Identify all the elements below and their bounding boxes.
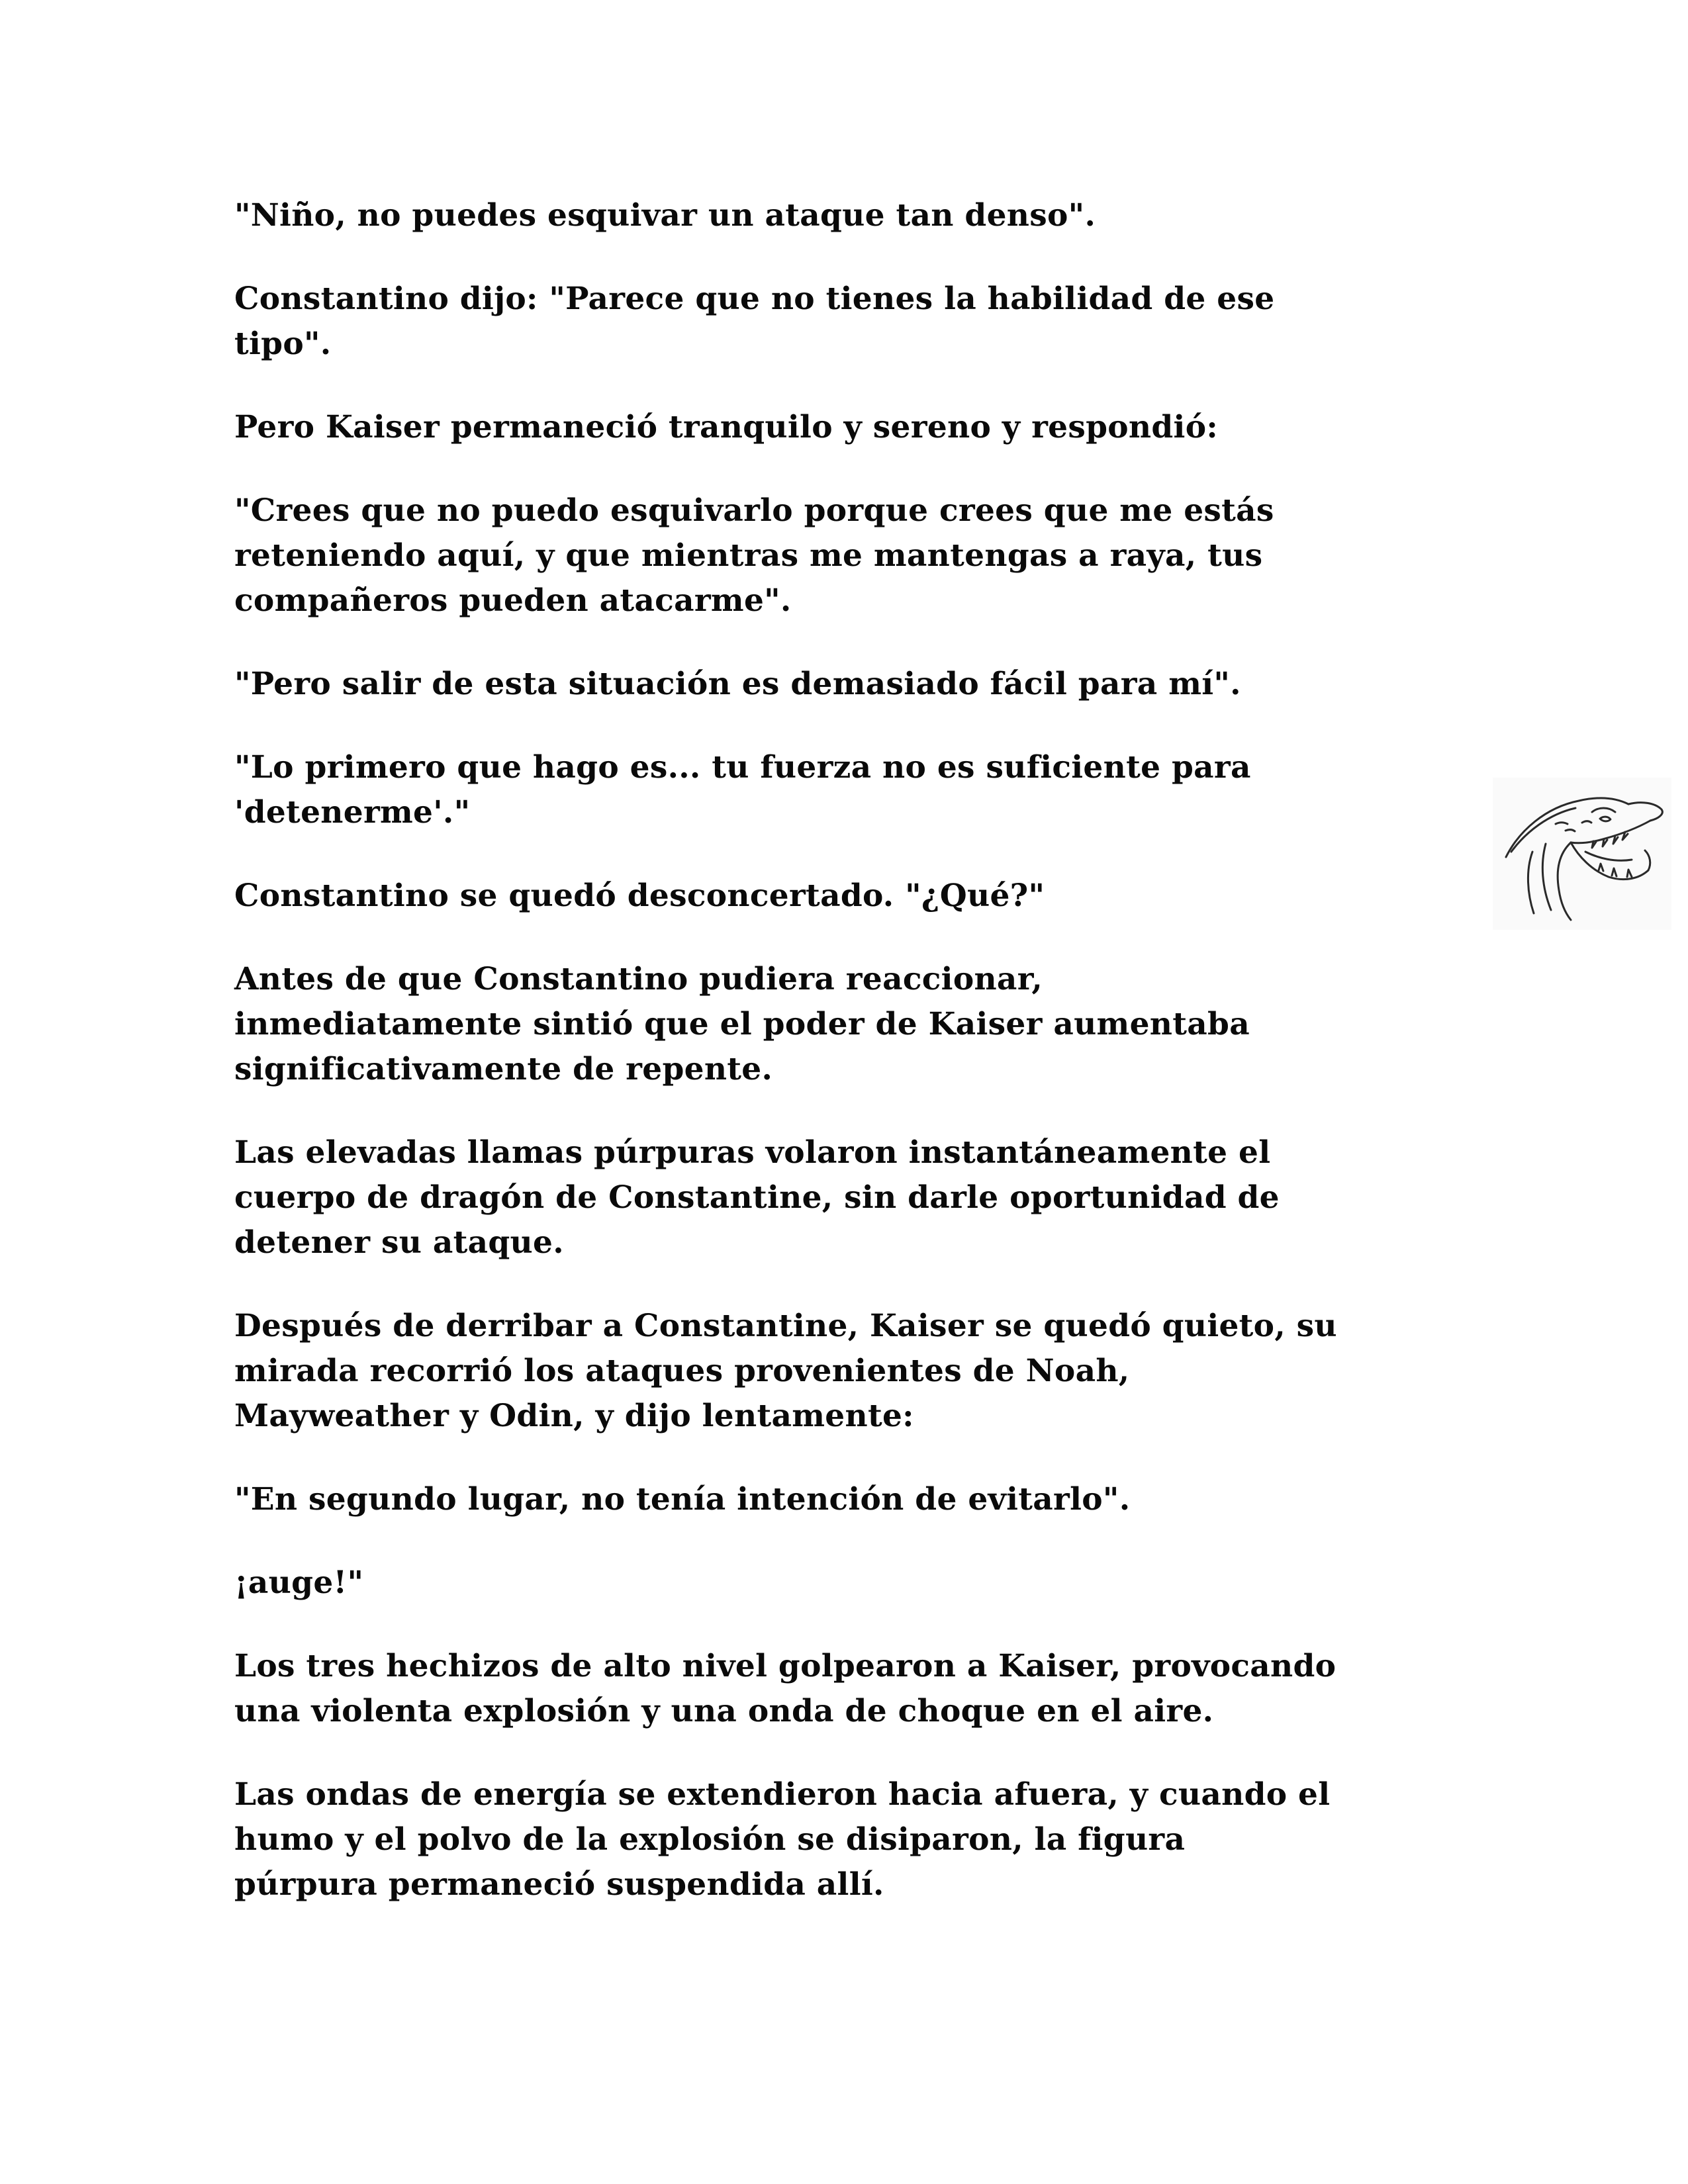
text-line: reteniendo aquí, y que mientras me mantengas a raya, tus xyxy=(234,537,1263,574)
paragraph xyxy=(234,1772,1479,1907)
text-line: inmediatamente sintió que el poder de Kaiser aumentaba xyxy=(234,1006,1250,1042)
paragraph xyxy=(234,405,1479,450)
text-line: Las ondas de energía se extendieron hacia afuera, y cuando el xyxy=(234,1776,1331,1813)
paragraph xyxy=(234,193,1479,238)
text-line: "Pero salir de esta situación es demasiado fácil para mí". xyxy=(234,666,1241,702)
text-line: Mayweather y Odin, y dijo lentamente: xyxy=(234,1398,914,1434)
text-line: Pero Kaiser permaneció tranquilo y sereno y respondió: xyxy=(234,409,1219,445)
paragraph xyxy=(234,488,1479,623)
text-line: mirada recorrió los ataques provenientes de Noah, xyxy=(234,1353,1130,1389)
paragraph xyxy=(234,1477,1479,1522)
text-line: Constantino dijo: "Parece que no tienes la habilidad de ese xyxy=(234,281,1275,317)
text-line: detener su ataque. xyxy=(234,1224,564,1261)
paragraph xyxy=(234,874,1479,919)
text-line: Los tres hechizos de alto nivel golpearon a Kaiser, provocando xyxy=(234,1648,1336,1684)
text-line: significativamente de repente. xyxy=(234,1051,773,1087)
text-line: Después de derribar a Constantine, Kaiser se quedó quieto, su xyxy=(234,1308,1337,1344)
paragraph xyxy=(234,745,1479,835)
text-line: 'detenerme'." xyxy=(234,794,471,831)
paragraph xyxy=(234,957,1479,1092)
paragraph xyxy=(234,1644,1479,1734)
text-line: "Crees que no puedo esquivarlo porque crees que me estás xyxy=(234,492,1274,529)
text-line: Antes de que Constantino pudiera reaccionar, xyxy=(234,961,1043,997)
text-line: una violenta explosión y una onda de choque en el aire. xyxy=(234,1693,1214,1729)
paragraph xyxy=(234,277,1479,367)
text-line: "Lo primero que hago es... tu fuerza no es suficiente para xyxy=(234,749,1251,786)
text-line: ¡auge!" xyxy=(234,1565,364,1601)
story-text xyxy=(234,193,1479,1946)
dinosaur-head-sketch-icon xyxy=(1493,778,1671,930)
text-line: púrpura permaneció suspendida allí. xyxy=(234,1866,884,1903)
paragraph xyxy=(234,1130,1479,1265)
paragraph xyxy=(234,662,1479,707)
paragraph xyxy=(234,1561,1479,1606)
text-line: "Niño, no puedes esquivar un ataque tan denso". xyxy=(234,197,1096,234)
text-line: humo y el polvo de la explosión se disiparon, la figura xyxy=(234,1821,1186,1858)
paragraph xyxy=(234,1304,1479,1439)
text-line: tipo". xyxy=(234,326,332,362)
text-line: cuerpo de dragón de Constantine, sin darle oportunidad de xyxy=(234,1179,1280,1216)
text-line: Constantino se quedó desconcertado. "¿Qué?" xyxy=(234,878,1045,914)
text-line: compañeros pueden atacarme". xyxy=(234,582,792,619)
text-line: "En segundo lugar, no tenía intención de evitarlo". xyxy=(234,1481,1131,1518)
text-line: Las elevadas llamas púrpuras volaron instantáneamente el xyxy=(234,1134,1271,1171)
